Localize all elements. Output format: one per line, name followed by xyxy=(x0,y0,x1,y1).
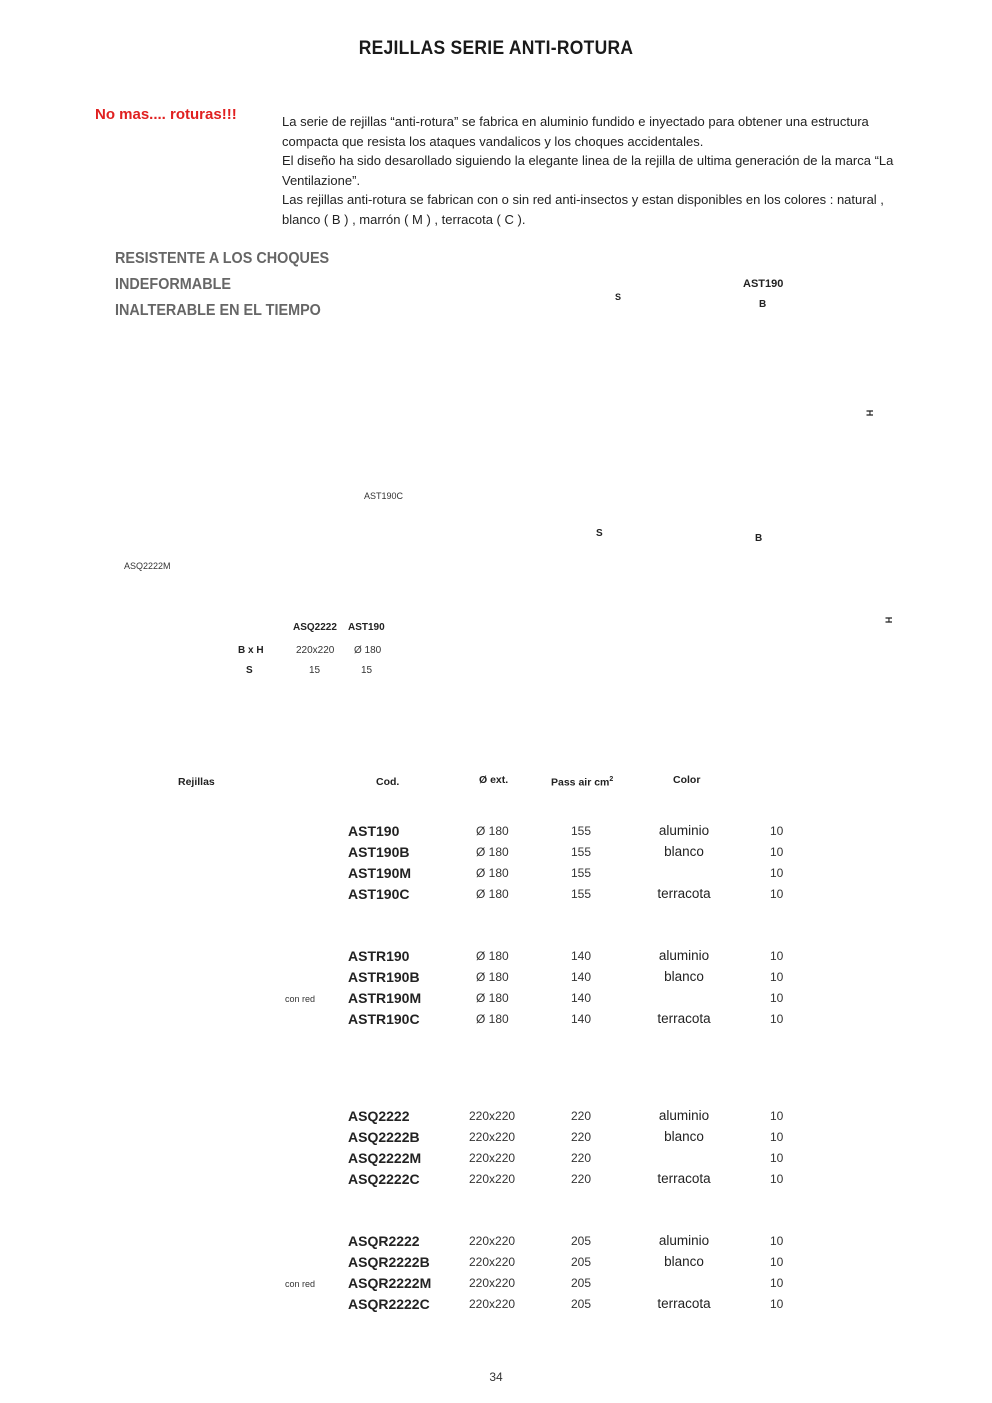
product-dim: 220x220 xyxy=(469,1109,516,1123)
product-qty: 10 xyxy=(770,1172,784,1186)
product-dim: Ø 180 xyxy=(476,887,509,901)
product-code: ASQR2222B xyxy=(348,1254,430,1270)
product-air: 205 xyxy=(571,1234,592,1248)
product-qty: 10 xyxy=(770,866,784,880)
product-color: blanco xyxy=(664,1129,704,1144)
product-code: AST190C xyxy=(348,886,410,902)
product-air: 140 xyxy=(571,970,592,984)
page-number: 34 xyxy=(489,1370,503,1384)
spec-cell: 220x220 xyxy=(296,645,335,656)
product-color: terracota xyxy=(657,1171,711,1186)
product-dim: 220x220 xyxy=(469,1276,516,1290)
product-code: ASTR190M xyxy=(348,990,422,1006)
intro-paragraph: La serie de rejillas “anti-rotura” se fabrica en aluminio fundido e inyectado para obtener una estructura compacta que resista los ataques vandalicos y los choques accidentales. xyxy=(282,114,869,149)
product-code: ASTR190 xyxy=(348,948,410,964)
product-dim: 220x220 xyxy=(469,1297,516,1311)
product-air: 205 xyxy=(571,1255,592,1269)
spec-cell: 15 xyxy=(361,665,373,676)
intro-paragraph: Las rejillas anti-rotura se fabrican con o sin red anti-insectos y estan disponibles en los colores : natural , blanco ( B ) , marrón ( M ) , terracota ( C ). xyxy=(282,192,884,227)
product-qty: 10 xyxy=(770,1130,784,1144)
product-air: 205 xyxy=(571,1297,592,1311)
intro-text xyxy=(282,112,922,229)
product-color: blanco xyxy=(664,969,704,984)
product-dim: Ø 180 xyxy=(476,970,509,984)
product-code: ASQ2222B xyxy=(348,1129,420,1145)
product-color: aluminio xyxy=(658,1108,710,1123)
product-air: 220 xyxy=(571,1109,592,1123)
product-dim: Ø 180 xyxy=(476,949,509,963)
product-air: 220 xyxy=(571,1151,592,1165)
product-code: ASQ2222 xyxy=(348,1108,410,1124)
feature-2: INDEFORMABLE xyxy=(115,276,232,293)
intro-paragraph: El diseño ha sido desarollado siguiendo la elegante linea de la rejilla de ultima generación de la marca “La Ventilazione”. xyxy=(282,153,894,188)
spec-row-label: B x H xyxy=(238,645,264,656)
diagram-top-s: S xyxy=(615,292,622,302)
page-title: REJILLAS SERIE ANTI-ROTURA xyxy=(358,38,634,59)
product-qty: 10 xyxy=(770,1151,784,1165)
product-air: 155 xyxy=(571,866,592,880)
diagram-bottom-s: S xyxy=(596,528,603,539)
slogan: No mas.... roturas!!! xyxy=(95,106,237,123)
product-qty: 10 xyxy=(770,887,784,901)
diagram-top-h: H xyxy=(864,409,875,417)
product-qty: 10 xyxy=(770,845,784,859)
photo-label-round: AST190C xyxy=(364,491,404,501)
spec-cell: Ø 180 xyxy=(354,645,382,656)
product-air: 140 xyxy=(571,949,592,963)
product-qty: 10 xyxy=(770,1255,784,1269)
product-qty: 10 xyxy=(770,1234,784,1248)
product-qty: 10 xyxy=(770,991,784,1005)
product-air: 140 xyxy=(571,1012,592,1026)
spec-header-asq: ASQ2222 xyxy=(293,622,337,633)
product-code: AST190 xyxy=(348,823,400,839)
feature-1: RESISTENTE A LOS CHOQUES xyxy=(115,250,330,267)
spec-row-label: S xyxy=(246,665,253,676)
con-red-note: con red xyxy=(285,1279,316,1289)
header-pass-air-sup: 2 xyxy=(609,776,614,783)
header-ext: Ø ext. xyxy=(479,774,509,786)
product-air: 155 xyxy=(571,845,592,859)
product-dim: Ø 180 xyxy=(476,845,509,859)
product-qty: 10 xyxy=(770,1297,784,1311)
header-pass-air-text: Pass air cm xyxy=(551,776,610,789)
product-dim: 220x220 xyxy=(469,1130,516,1144)
product-dim: 220x220 xyxy=(469,1151,516,1165)
header-color: Color xyxy=(673,774,701,786)
product-color: terracota xyxy=(657,1296,711,1311)
header-cod: Cod. xyxy=(376,776,400,788)
header-pass-air xyxy=(551,776,613,789)
product-qty: 10 xyxy=(770,824,784,838)
product-code: AST190M xyxy=(348,865,412,881)
product-air: 155 xyxy=(571,887,592,901)
product-code: ASQR2222C xyxy=(348,1296,430,1312)
con-red-note: con red xyxy=(285,994,316,1004)
photo-label-square: ASQ2222M xyxy=(124,561,171,571)
product-dim: 220x220 xyxy=(469,1255,516,1269)
product-dim: 220x220 xyxy=(469,1172,516,1186)
product-qty: 10 xyxy=(770,1012,784,1026)
spec-cell: 15 xyxy=(309,665,321,676)
header-rejillas: Rejillas xyxy=(178,776,215,788)
product-color: aluminio xyxy=(658,823,710,838)
product-color: aluminio xyxy=(658,948,710,963)
product-code: ASTR190C xyxy=(348,1011,420,1027)
product-code: AST190B xyxy=(348,844,410,860)
product-code: ASQ2222M xyxy=(348,1150,422,1166)
product-dim: Ø 180 xyxy=(476,1012,509,1026)
product-qty: 10 xyxy=(770,970,784,984)
product-air: 140 xyxy=(571,991,592,1005)
product-dim: 220x220 xyxy=(469,1234,516,1248)
product-dim: Ø 180 xyxy=(476,824,509,838)
product-air: 220 xyxy=(571,1130,592,1144)
product-code: ASTR190B xyxy=(348,969,420,985)
product-air: 220 xyxy=(571,1172,592,1186)
diagram-top-b: B xyxy=(759,299,767,310)
product-qty: 10 xyxy=(770,949,784,963)
product-color: aluminio xyxy=(658,1233,710,1248)
product-code: ASQR2222M xyxy=(348,1275,432,1291)
spec-header-ast: AST190 xyxy=(348,622,385,633)
diagram-bottom-h: H xyxy=(883,616,894,624)
diagram-bottom-b: B xyxy=(755,533,763,544)
product-color: blanco xyxy=(664,844,704,859)
feature-3: INALTERABLE EN EL TIEMPO xyxy=(115,302,321,319)
product-qty: 10 xyxy=(770,1276,784,1290)
product-code: ASQR2222 xyxy=(348,1233,420,1249)
product-dim: Ø 180 xyxy=(476,991,509,1005)
product-color: blanco xyxy=(664,1254,704,1269)
product-dim: Ø 180 xyxy=(476,866,509,880)
product-color: terracota xyxy=(657,1011,711,1026)
product-air: 205 xyxy=(571,1276,592,1290)
product-color: terracota xyxy=(657,886,711,901)
diagram-top-model: AST190 xyxy=(743,278,784,290)
product-qty: 10 xyxy=(770,1109,784,1123)
product-air: 155 xyxy=(571,824,592,838)
product-code: ASQ2222C xyxy=(348,1171,420,1187)
